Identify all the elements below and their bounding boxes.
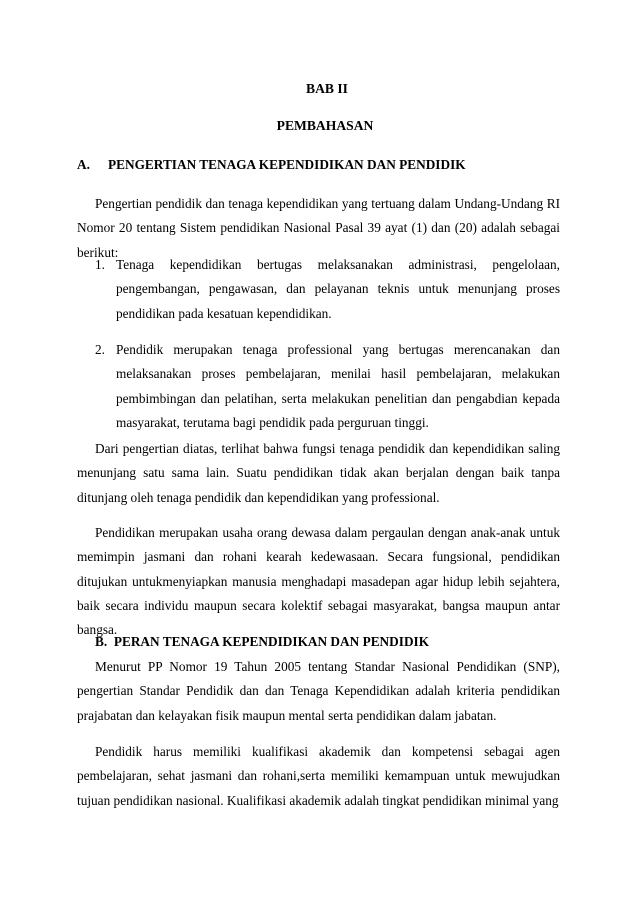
section-a-label: A. [77,157,90,172]
section-b-title: B. PERAN TENAGA KEPENDIDIKAN DAN PENDIDIK [95,634,430,649]
section-a-paragraph-2: Dari pengertian diatas, terlihat bahwa fungsi tenaga pendidik dan kependidikan saling menunjang satu sama lain. Suatu pendidikan tidak akan berjalan dengan baik tanpa ditunjang oleh tenaga pendidik dan kependidikan yang professional. [77,441,560,505]
list-item-number: 1. [95,257,105,272]
section-a-paragraph-3: Pendidikan merupakan usaha orang dewasa dalam pergaulan dengan anak-anak untuk memimpin jasmani dan rohani kearah kedewasaan. Secara fungsional, pendidikan ditujukan untukmenyiapkan manusia menghadapi masadepan agar hidup lebih sejahtera, baik secara individu maupun secara kolektif sebagai masyarakat, bangsa maupun antar bangsa. [77,525,560,638]
list-item-text: Pendidik merupakan tenaga professional yang bertugas merencanakan dan melaksanakan proses pembelajaran, menilai hasil pembelajaran, melakukan pembimbingan dan pelatihan, serta melakukan penelitian dan pengabdian kepada masyarakat, terutama bagi pendidik pada perguruan tinggi. [116,342,560,430]
list-item-text: Tenaga kependidikan bertugas melaksanakan administrasi, pengelolaan, pengembangan, pengawasan, dan pelayanan teknis untuk menunjang proses pendidikan pada kesatuan kependidikan. [116,257,560,321]
list-item-number: 2. [95,342,105,357]
chapter-title: PEMBAHASAN [276,118,374,133]
list-item [95,338,560,435]
definition-list-item-2 [95,338,560,435]
section-a-title: PENGERTIAN TENAGA KEPENDIDIKAN DAN PENDIDIK [108,157,466,172]
section-a-intro: Pengertian pendidik dan tenaga kependidikan yang tertuang dalam Undang-Undang RI Nomor 20 tentang Sistem pendidikan Nasional Pasal 39 ayat (1) dan (20) adalah sebagai berikut: [77,196,560,260]
section-b-paragraph-1: Menurut PP Nomor 19 Tahun 2005 tentang Standar Nasional Pendidikan (SNP), pengertian Standar Pendidik dan dan Tenaga Kependidikan adalah kriteria pendidikan prajabatan dan kelayakan fisik maupun mental serta pendidikan dalam jabatan. [77,659,560,723]
definition-list-item-1 [95,253,560,326]
chapter-number: BAB II [306,81,348,96]
section-b-paragraph-2: Pendidik harus memiliki kualifikasi akademik dan kompetensi sebagai agen pembelajaran, sehat jasmani dan rohani,serta memiliki kemampuan untuk mewujudkan tujuan pendidikan nasional. Kualifikasi akademik adalah tingkat pendidikan minimal yang [77,744,560,808]
list-item [95,253,560,326]
